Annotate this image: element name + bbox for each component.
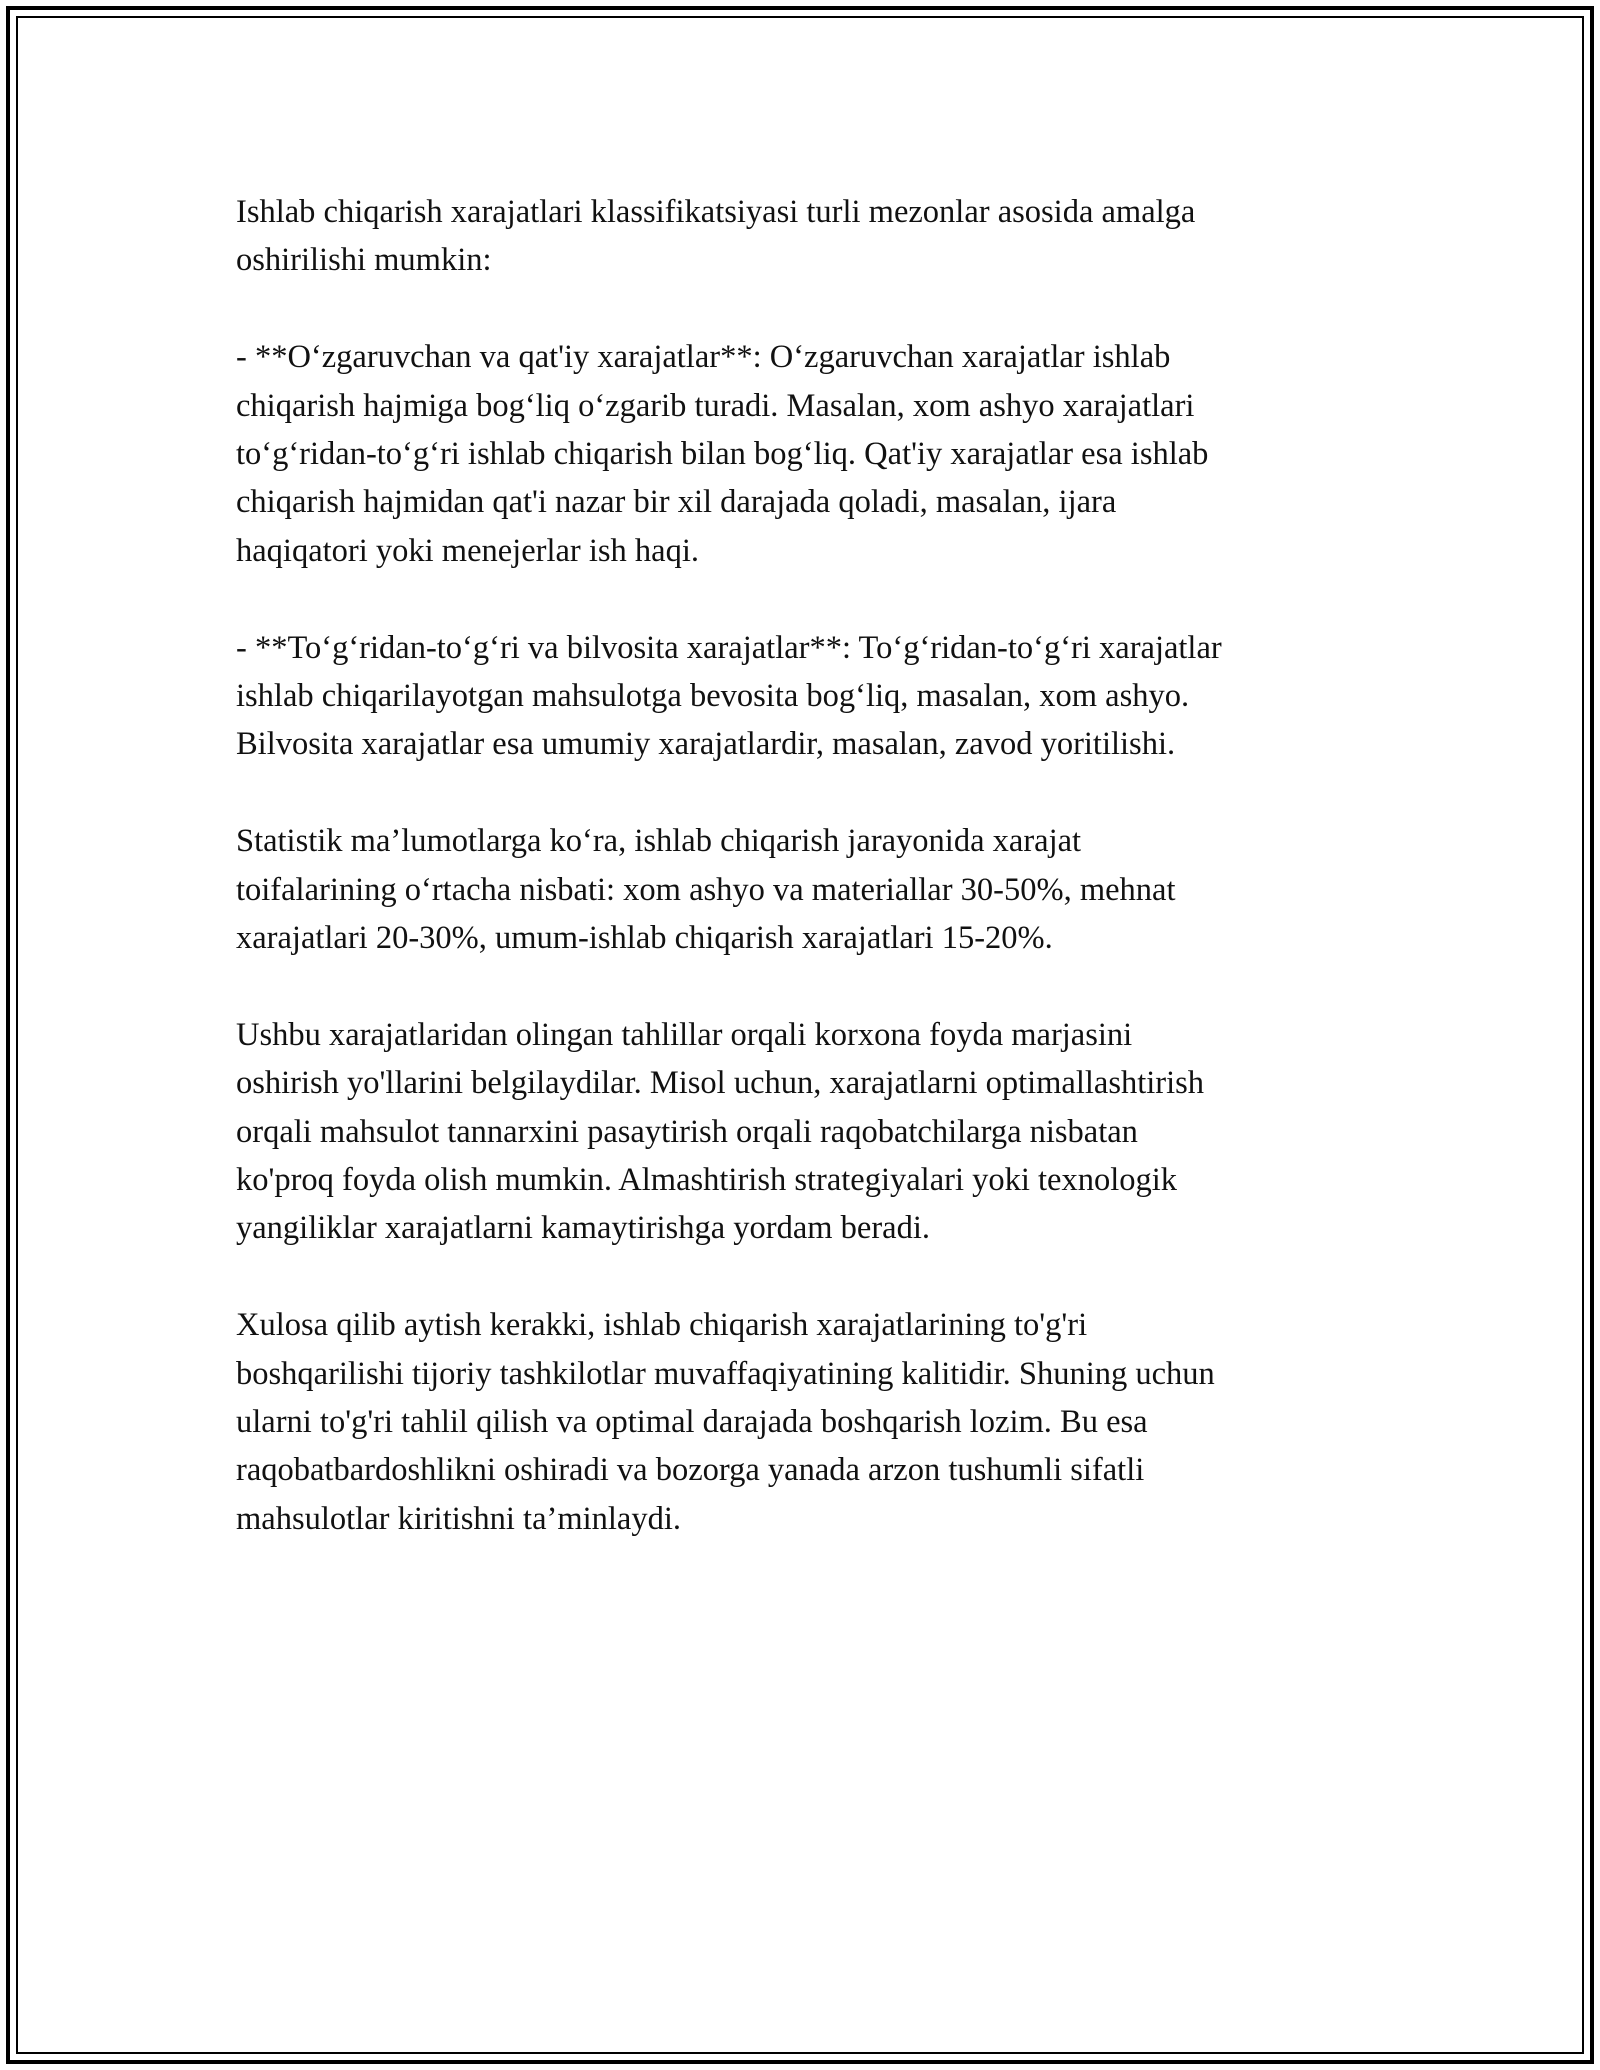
direct-indirect-costs-paragraph: - **To‘g‘ridan-to‘g‘ri va bilvosita xarajatlar**: To‘g‘ridan-to‘g‘ri xarajatlar ishlab chiqarilayotgan mahsulotga bevosita bog‘liq, masalan, xom ashyo. Bilvosita xarajatlar esa umumiy xarajatlardir, masalan, zavod yoritilishi. [236, 629, 1222, 763]
conclusion-paragraph: Xulosa qilib aytish kerakki, ishlab chiqarish xarajatlarining to'g'ri boshqarilishi tijoriy tashkilotlar muvaffaqiyatining kalitidir. Shuning uchun ularni to'g'ri tahlil qilish va optimal darajada boshqarish lozim. Bu esa raqobatbardoshlikni oshiradi va bozorga yanada arzon tushumli sifatli mahsulotlar kiritishni ta’minlaydi. [236, 1307, 1215, 1537]
statistics-paragraph: Statistik ma’lumotlarga ko‘ra, ishlab chiqarish jarayonida xarajat toifalarining o‘rtacha nisbati: xom ashyo va materiallar 30-50%, mehnat xarajatlari 20-30%, umum-ishlab chiqarish xarajatlari 15-20%. [236, 823, 1176, 957]
intro-paragraph: Ishlab chiqarish xarajatlari klassifikatsiyasi turli mezonlar asosida amalga oshirilishi mumkin: [236, 194, 1196, 279]
variable-fixed-costs-paragraph: - **O‘zgaruvchan va qat'iy xarajatlar**: O‘zgaruvchan xarajatlar ishlab chiqarish hajmiga bog‘liq o‘zgarib turadi. Masalan, xom ashyo xarajatlari to‘g‘ridan-to‘g‘ri ishlab chiqarish bilan bog‘liq. Qat'iy xarajatlar esa ishlab chiqarish hajmidan qat'i nazar bir xil darajada qoladi, masalan, ijara haqiqatori yoki menejerlar ish haqi. [236, 339, 1209, 569]
document-body [236, 188, 1386, 1592]
analysis-paragraph: Ushbu xarajatlaridan olingan tahlillar orqali korxona foyda marjasini oshirish yo'llarini belgilaydilar. Misol uchun, xarajatlarni optimallashtirish orqali mahsulot tannarxini pasaytirish orqali raqobatchilarga nisbatan ko'proq foyda olish mumkin. Almashtirish strategiyalari yoki texnologik yangiliklar xarajatlarni kamaytirishga yordam beradi. [236, 1016, 1205, 1247]
